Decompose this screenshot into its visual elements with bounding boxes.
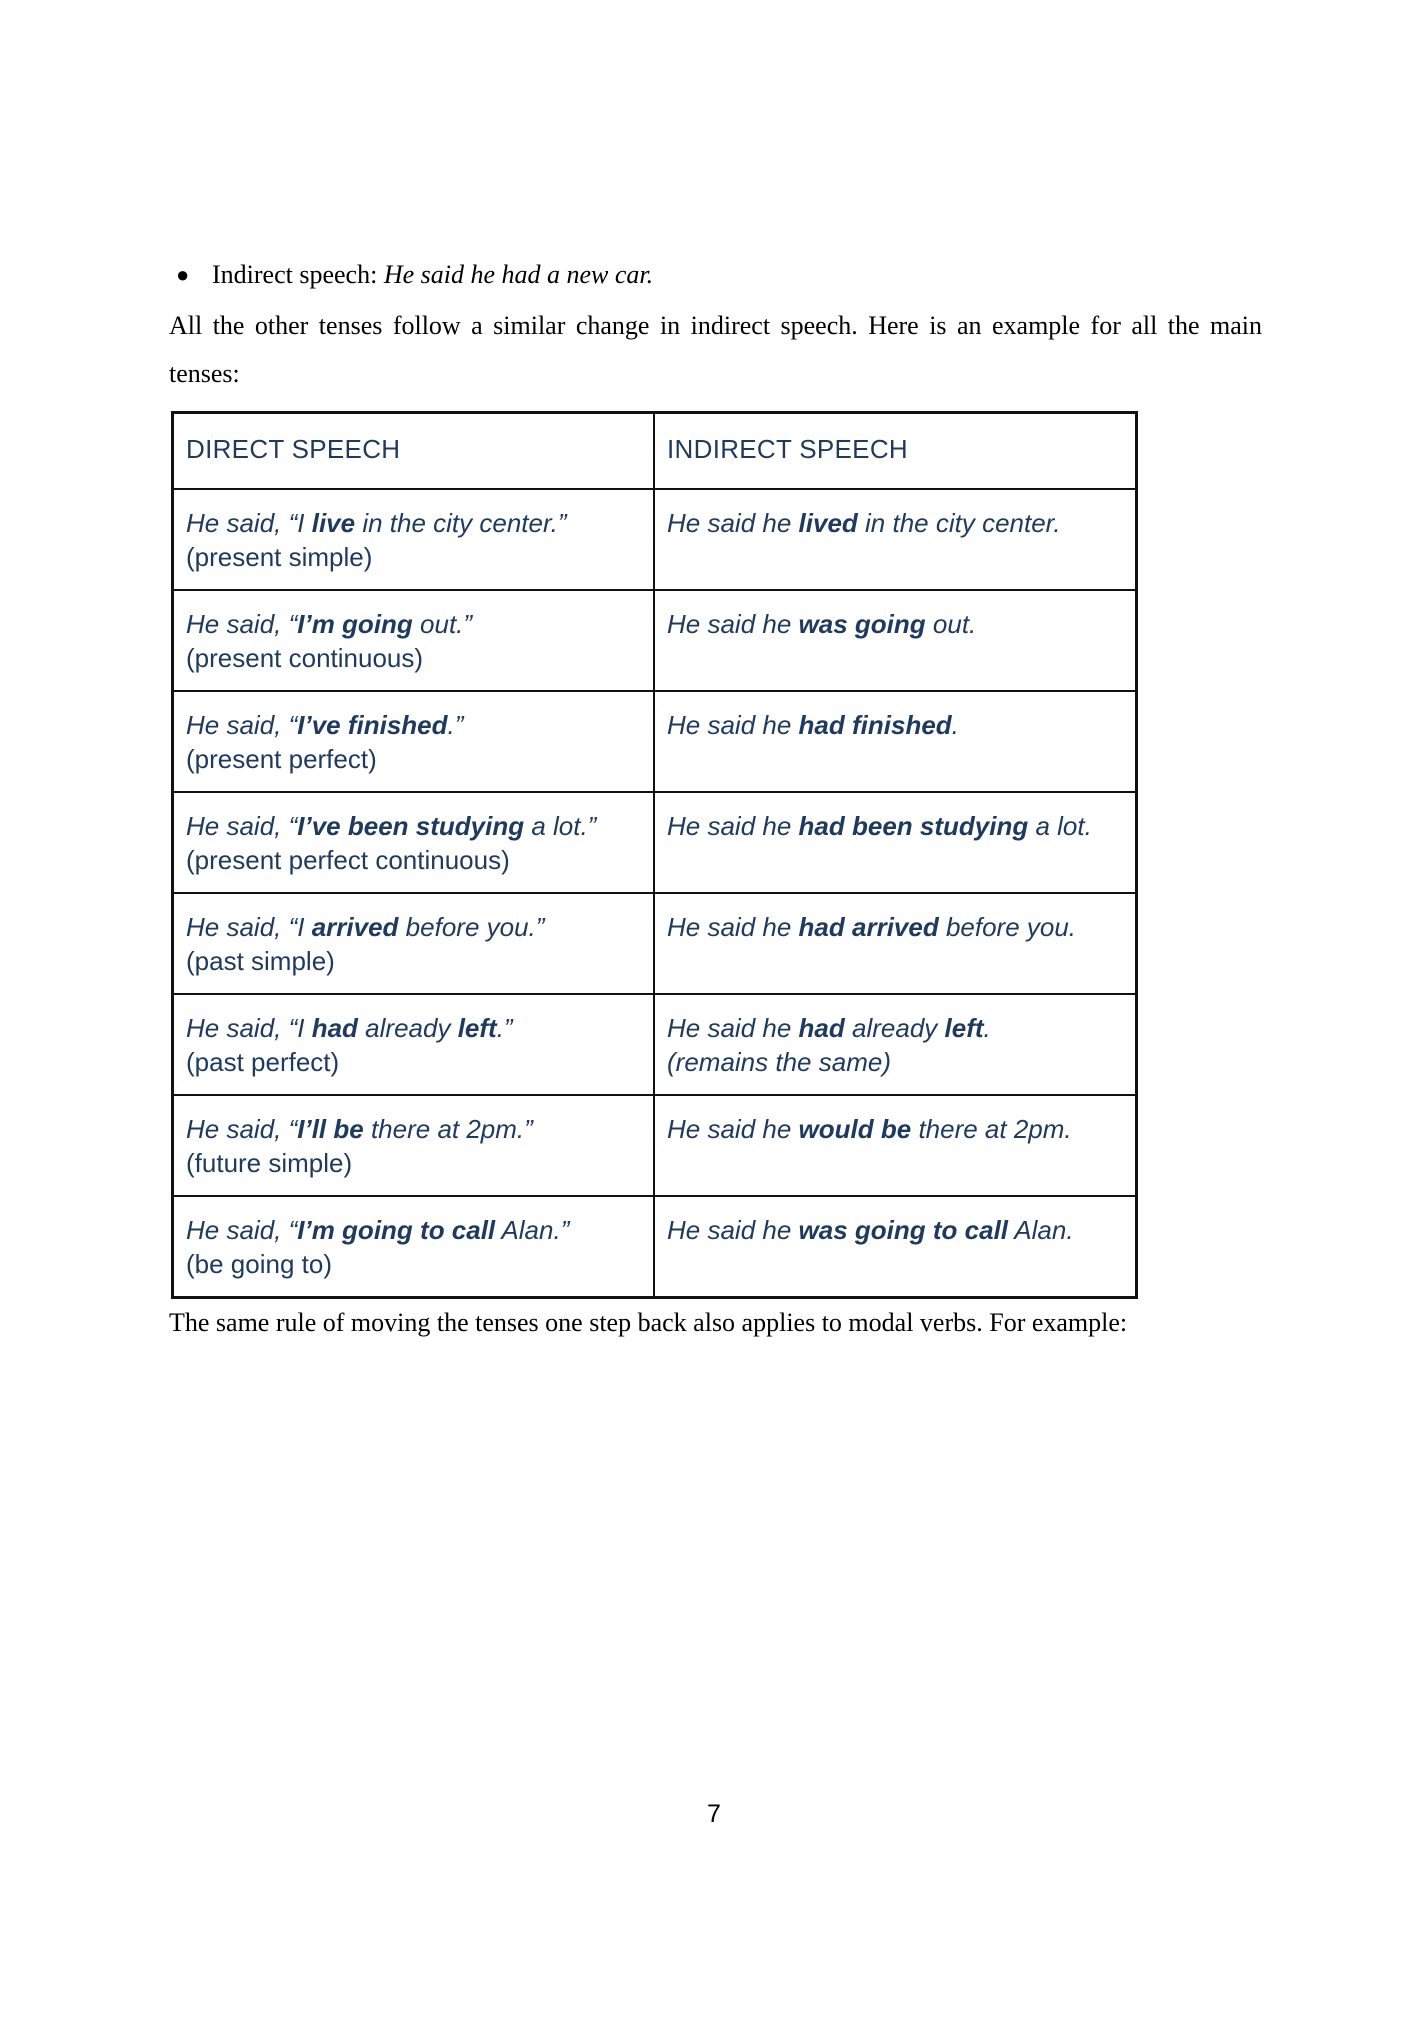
direct-speech-cell <box>173 691 655 792</box>
indirect-segment: He said he <box>667 609 799 639</box>
direct-segment: He said, “ <box>186 1215 298 1245</box>
indirect-sentence <box>667 506 1123 540</box>
direct-segment: He said, “I <box>186 912 312 942</box>
indirect-segment: left <box>944 1013 984 1043</box>
indirect-segment: Alan. <box>1008 1215 1074 1245</box>
indirect-segment: a lot. <box>1028 811 1092 841</box>
direct-segment: He said, “ <box>186 710 298 740</box>
indirect-segment: lived <box>798 508 858 538</box>
indirect-segment: before you. <box>938 912 1077 942</box>
direct-segment: a lot.” <box>524 811 597 841</box>
table-row <box>173 893 1137 994</box>
page-number: 7 <box>707 1800 721 1828</box>
tense-label: (be going to) <box>186 1249 332 1279</box>
table-row <box>173 792 1137 893</box>
indirect-segment: would be <box>798 1114 912 1144</box>
table-row <box>173 691 1137 792</box>
indirect-segment: had been studying <box>798 811 1029 841</box>
indirect-sentence <box>667 1213 1123 1247</box>
indirect-segment: He said he <box>667 811 799 841</box>
direct-segment: in the city center.” <box>355 508 567 538</box>
direct-speech-cell <box>173 893 655 994</box>
direct-speech-cell <box>173 1095 655 1196</box>
direct-sentence <box>186 1011 641 1045</box>
bullet-example: He said he had a new car. <box>383 260 654 289</box>
table-row <box>173 1095 1137 1196</box>
direct-sentence <box>186 506 641 540</box>
direct-sentence <box>186 1112 641 1146</box>
indirect-segment: there at 2pm. <box>911 1114 1072 1144</box>
direct-segment: live <box>311 508 356 538</box>
indirect-sentence <box>667 1011 1123 1045</box>
direct-speech-cell <box>173 994 655 1095</box>
header-direct-speech: DIRECT SPEECH <box>173 413 655 490</box>
tense-table-wrapper <box>171 411 1138 1299</box>
direct-segment: Alan.” <box>495 1215 570 1245</box>
indirect-segment: . <box>951 710 959 740</box>
table-row <box>173 489 1137 590</box>
direct-sentence <box>186 607 641 641</box>
direct-sentence <box>186 1213 641 1247</box>
table-row <box>173 590 1137 691</box>
after-paragraph: The same rule of moving the tenses one step back also applies to modal verbs. For example: <box>169 1308 1128 1337</box>
tense-label: (present perfect continuous) <box>186 845 510 875</box>
indirect-sentence <box>667 607 1123 641</box>
direct-sentence <box>186 809 641 843</box>
indirect-sentence <box>667 708 1123 742</box>
header-indirect-speech: INDIRECT SPEECH <box>654 413 1136 490</box>
table-header-row <box>173 413 1137 490</box>
indirect-sentence <box>667 1112 1123 1146</box>
direct-segment: left <box>457 1013 497 1043</box>
indirect-speech-cell <box>654 489 1136 590</box>
direct-segment: He said, “I <box>186 1013 312 1043</box>
direct-segment: out.” <box>412 609 473 639</box>
direct-sentence <box>186 910 641 944</box>
direct-speech-cell <box>173 1196 655 1298</box>
tense-label: (present perfect) <box>186 744 377 774</box>
indirect-sentence <box>667 910 1123 944</box>
indirect-speech-cell <box>654 792 1136 893</box>
indirect-speech-cell <box>654 1095 1136 1196</box>
direct-segment: already <box>357 1013 458 1043</box>
indirect-segment: He said he <box>667 710 799 740</box>
indirect-segment: had <box>798 1013 845 1043</box>
indirect-segment: He said he <box>667 1215 799 1245</box>
direct-segment: .” <box>447 710 464 740</box>
tense-label: (present continuous) <box>186 643 424 673</box>
tense-label: (past simple) <box>186 946 335 976</box>
direct-sentence <box>186 708 641 742</box>
direct-segment: I’ve finished <box>297 710 448 740</box>
intro-paragraph: All the other tenses follow a similar change in indirect speech. Here is an example for all the main tenses: <box>169 311 1262 388</box>
tense-table <box>171 411 1138 1299</box>
direct-speech-cell <box>173 590 655 691</box>
bullet-item <box>176 258 654 292</box>
indirect-segment: He said he <box>667 912 799 942</box>
direct-segment: I’m going <box>297 609 413 639</box>
tense-label: (past perfect) <box>186 1047 340 1077</box>
indirect-segment: out. <box>925 609 977 639</box>
indirect-segment: He said he <box>667 1114 799 1144</box>
direct-speech-cell <box>173 489 655 590</box>
indirect-segment: was going <box>798 609 926 639</box>
direct-segment: I’ll be <box>297 1114 364 1144</box>
direct-segment: I’ve been studying <box>297 811 525 841</box>
direct-segment: before you.” <box>398 912 545 942</box>
indirect-sentence <box>667 809 1123 843</box>
direct-segment: He said, “ <box>186 811 298 841</box>
indirect-segment: He said he <box>667 508 799 538</box>
indirect-segment: He said he <box>667 1013 799 1043</box>
direct-speech-cell <box>173 792 655 893</box>
direct-segment: .” <box>496 1013 513 1043</box>
indirect-speech-cell <box>654 691 1136 792</box>
indirect-speech-cell <box>654 590 1136 691</box>
direct-segment: He said, “I <box>186 508 312 538</box>
direct-segment: there at 2pm.” <box>363 1114 533 1144</box>
indirect-segment: had finished <box>798 710 952 740</box>
bullet-dot-icon: ● <box>176 262 190 287</box>
tense-label: (present simple) <box>186 542 373 572</box>
table-row <box>173 1196 1137 1298</box>
table-row <box>173 994 1137 1095</box>
indirect-segment: . <box>983 1013 991 1043</box>
table-body <box>173 489 1137 1298</box>
indirect-speech-cell <box>654 893 1136 994</box>
indirect-speech-cell <box>654 1196 1136 1298</box>
tense-label: (future simple) <box>186 1148 353 1178</box>
direct-segment: I’m going to call <box>297 1215 496 1245</box>
indirect-segment: had arrived <box>798 912 939 942</box>
direct-segment: He said, “ <box>186 1114 298 1144</box>
indirect-segment: in the city center. <box>857 508 1061 538</box>
bullet-label: Indirect speech: <box>212 260 384 289</box>
direct-segment: had <box>311 1013 358 1043</box>
indirect-note: (remains the same) <box>667 1047 891 1077</box>
indirect-segment: already <box>844 1013 945 1043</box>
indirect-speech-cell <box>654 994 1136 1095</box>
indirect-segment: was going to call <box>798 1215 1009 1245</box>
direct-segment: arrived <box>311 912 399 942</box>
direct-segment: He said, “ <box>186 609 298 639</box>
